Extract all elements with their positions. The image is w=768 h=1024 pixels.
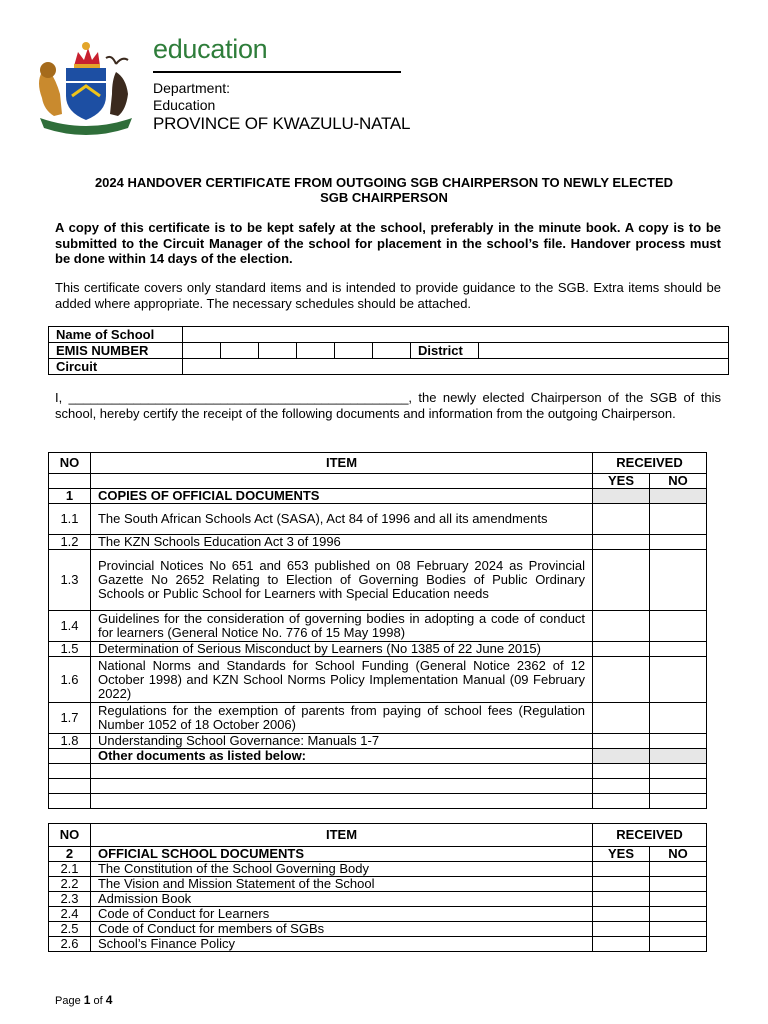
other-documents-label: Other documents as listed below: [90, 749, 592, 764]
received-no-cell[interactable] [650, 922, 707, 937]
item-text: Code of Conduct for Learners [90, 907, 592, 922]
section-title: OFFICIAL SCHOOL DOCUMENTS [90, 847, 592, 862]
document-title-line-1: 2024 HANDOVER CERTIFICATE FROM OUTGOING SGB CHAIRPERSON TO NEWLY ELECTED [94, 175, 674, 190]
item-number: 2.2 [49, 877, 91, 892]
received-no-cell[interactable] [650, 504, 707, 535]
received-yes-cell[interactable] [593, 535, 650, 550]
received-yes-cell[interactable] [593, 907, 650, 922]
received-yes-cell[interactable] [593, 550, 650, 611]
item-text: National Norms and Standards for School Funding (General Notice 2362 of 12 October 1998) and KZN School Norms Policy Implementation Manual (09 February 2022) [90, 657, 592, 703]
department-label: Department: [153, 80, 231, 96]
received-yes-cell[interactable] [593, 937, 650, 952]
emis-row [49, 343, 729, 359]
table-row [49, 734, 707, 749]
item-text: Regulations for the exemption of parents from paying of school fees (Regulation Number 1052 of 18 October 2006) [90, 703, 592, 734]
item-number: 2.4 [49, 907, 91, 922]
blank-row [49, 764, 707, 779]
emis-digit-field[interactable] [297, 343, 335, 359]
section-number: 1 [49, 489, 91, 504]
item-text: The Vision and Mission Statement of the School [90, 877, 592, 892]
item-text: The KZN Schools Education Act 3 of 1996 [90, 535, 592, 550]
item-number: 1.1 [49, 504, 91, 535]
col-header-no-received: NO [650, 847, 707, 862]
item-text: Provincial Notices No 651 and 653 published on 08 February 2024 as Provincial Gazette No 2652 Relating to Election of Governing Bodies of Public Ordinary Schools or Public School for Learners with Special Education needs [90, 550, 592, 611]
received-no-cell[interactable] [650, 892, 707, 907]
item-text: School’s Finance Policy [90, 937, 592, 952]
circuit-row [49, 359, 729, 375]
brand-wordmark: education [153, 34, 268, 64]
table-row [49, 703, 707, 734]
item-text: Code of Conduct for members of SGBs [90, 922, 592, 937]
item-number: 1.4 [49, 611, 91, 642]
received-yes-cell[interactable] [593, 504, 650, 535]
emis-digit-field[interactable] [221, 343, 259, 359]
item-text: The Constitution of the School Governing Body [90, 862, 592, 877]
received-yes-cell[interactable] [593, 611, 650, 642]
circuit-label: Circuit [49, 359, 183, 375]
circuit-field[interactable] [183, 359, 729, 375]
section-heading-row [49, 489, 707, 504]
table-row [49, 862, 707, 877]
table-row [49, 937, 707, 952]
page-footer [55, 993, 112, 1007]
item-number: 1.6 [49, 657, 91, 703]
table-row [49, 550, 707, 611]
received-yes-cell[interactable] [593, 657, 650, 703]
table-row [49, 892, 707, 907]
received-no-cell[interactable] [650, 877, 707, 892]
emis-digit-field[interactable] [373, 343, 411, 359]
emis-digit-field[interactable] [259, 343, 297, 359]
item-text: The South African Schools Act (SASA), Act 84 of 1996 and all its amendments [90, 504, 592, 535]
page-total: 4 [105, 993, 113, 1007]
district-label: District [411, 343, 479, 359]
col-header-item: ITEM [90, 824, 592, 847]
table-row [49, 922, 707, 937]
received-no-cell[interactable] [650, 862, 707, 877]
item-text: Admission Book [90, 892, 592, 907]
col-header-yes: YES [593, 474, 650, 489]
table-row [49, 642, 707, 657]
province-name: PROVINCE OF KWAZULU-NATAL [153, 114, 411, 133]
blank-row [49, 779, 707, 794]
section-number: 2 [49, 847, 91, 862]
item-number: 1.7 [49, 703, 91, 734]
received-no-cell[interactable] [650, 703, 707, 734]
item-number: 2.5 [49, 922, 91, 937]
school-name-field[interactable] [183, 327, 729, 343]
received-yes-cell[interactable] [593, 877, 650, 892]
item-number: 1.2 [49, 535, 91, 550]
received-no-cell[interactable] [650, 535, 707, 550]
emis-digit-field[interactable] [183, 343, 221, 359]
received-no-cell[interactable] [650, 907, 707, 922]
col-header-no: NO [49, 453, 91, 474]
received-no-cell[interactable] [650, 734, 707, 749]
table-header-row [49, 824, 707, 847]
coat-of-arms-icon [32, 38, 140, 138]
item-text: Determination of Serious Misconduct by Learners (No 1385 of 22 June 2015) [90, 642, 592, 657]
col-header-yes: YES [593, 847, 650, 862]
received-yes-cell[interactable] [593, 862, 650, 877]
table-row [49, 877, 707, 892]
section-title: COPIES OF OFFICIAL DOCUMENTS [90, 489, 592, 504]
instruction-paragraph: A copy of this certificate is to be kept safely at the school, preferably in the minute book. A copy is to be submitted to the Circuit Manager of the school for placement in the school’s file. Handover process must be done within 14 days of the election. [55, 220, 721, 266]
received-no-cell[interactable] [650, 937, 707, 952]
table-row [49, 611, 707, 642]
table-row [49, 657, 707, 703]
school-name-row [49, 327, 729, 343]
brand-divider [153, 71, 401, 73]
col-header-received: RECEIVED [593, 453, 707, 474]
received-yes-cell[interactable] [593, 734, 650, 749]
received-no-cell[interactable] [650, 642, 707, 657]
table-row [49, 907, 707, 922]
table-row [49, 535, 707, 550]
school-name-label: Name of School [49, 327, 183, 343]
section-heading-row [49, 847, 707, 862]
official-documents-table [48, 452, 707, 809]
received-no-cell[interactable] [650, 550, 707, 611]
received-yes-cell[interactable] [593, 892, 650, 907]
item-number: 1.8 [49, 734, 91, 749]
col-header-received: RECEIVED [593, 824, 707, 847]
item-number: 2.6 [49, 937, 91, 952]
received-yes-cell[interactable] [593, 703, 650, 734]
document-title-line-2: SGB CHAIRPERSON [320, 190, 448, 205]
table-row [49, 504, 707, 535]
item-number: 2.1 [49, 862, 91, 877]
col-header-no: NO [49, 824, 91, 847]
district-field[interactable] [479, 343, 729, 359]
received-yes-cell[interactable] [593, 922, 650, 937]
other-documents-row [49, 749, 707, 764]
item-number: 1.5 [49, 642, 91, 657]
table-subheader-row [49, 474, 707, 489]
col-header-no-received: NO [650, 474, 707, 489]
certification-paragraph: I, _______________________________________________, the newly elected Chairperson of the SGB of this school, hereby certify the receipt of the following documents and information from the outgoing Chairperson. [55, 390, 721, 421]
item-number: 1.3 [49, 550, 91, 611]
page-word: Page [55, 995, 81, 1007]
item-number: 2.3 [49, 892, 91, 907]
school-documents-table [48, 823, 707, 952]
received-no-cell[interactable] [650, 657, 707, 703]
school-info-table [48, 326, 729, 375]
page-current: 1 [83, 993, 91, 1007]
document-title [40, 175, 728, 205]
received-no-cell[interactable] [650, 611, 707, 642]
col-header-item: ITEM [90, 453, 592, 474]
blank-row [49, 794, 707, 809]
emis-digit-field[interactable] [335, 343, 373, 359]
item-text: Guidelines for the consideration of governing bodies in adopting a code of conduct for learners (General Notice No. 776 of 15 May 1998) [90, 611, 592, 642]
of-word: of [93, 995, 103, 1007]
table-header-row [49, 453, 707, 474]
item-text: Understanding School Governance: Manuals 1-7 [90, 734, 592, 749]
department-name: Education [153, 97, 216, 113]
emis-label: EMIS NUMBER [49, 343, 183, 359]
received-yes-cell[interactable] [593, 642, 650, 657]
scope-paragraph: This certificate covers only standard items and is intended to provide guidance to the SGB. Extra items should be added where appropriate. The necessary schedules should be attached. [55, 280, 721, 311]
